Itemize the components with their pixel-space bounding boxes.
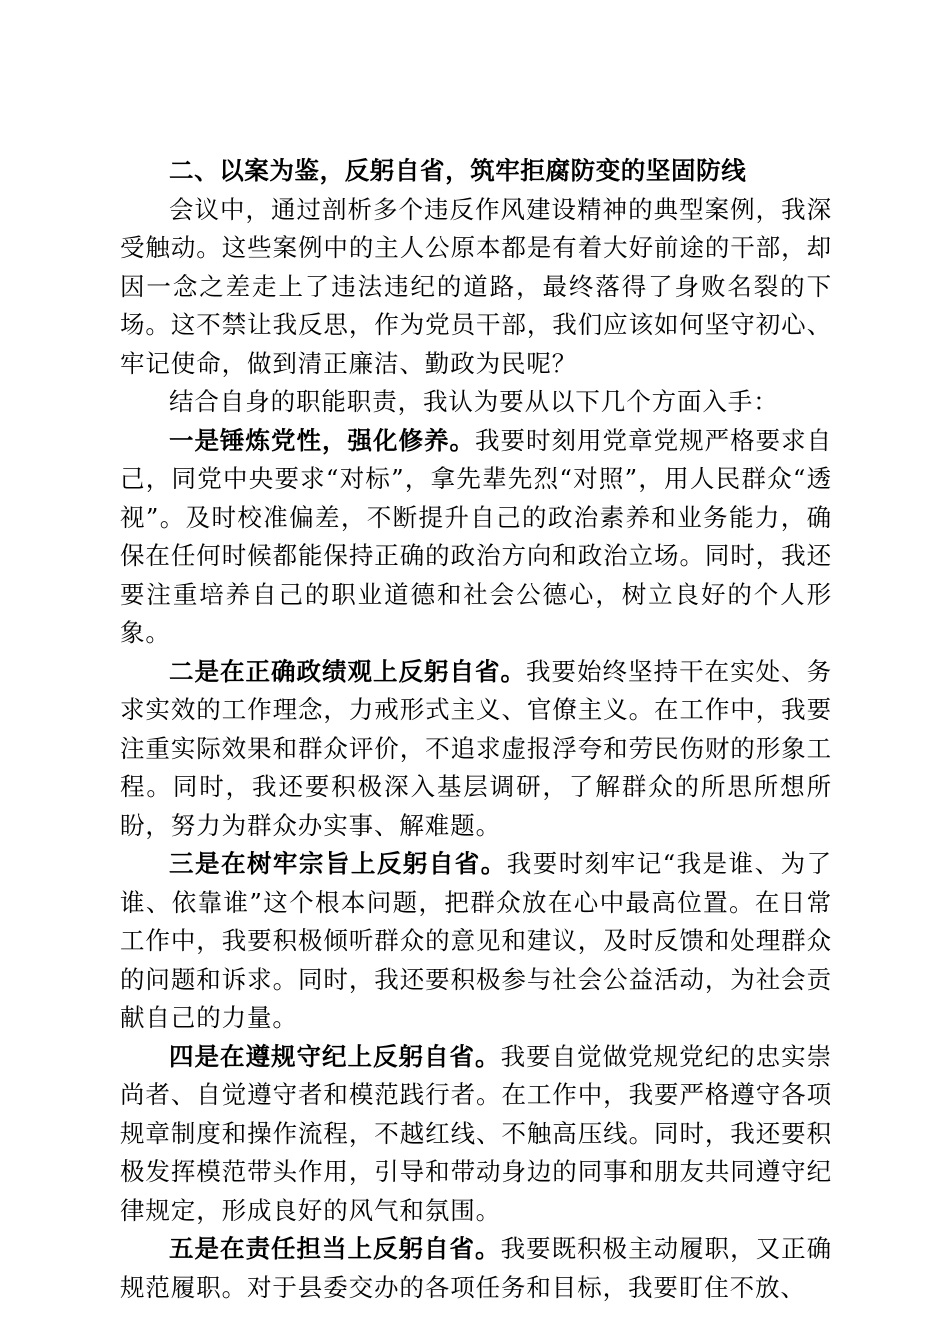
point-body-3: 我要时刻牢记“我是谁、为了谁、依靠谁”这个根本问题，把群众放在心中最高位置。在日常工作中，我要积极倾听群众的意见和建议，及时反馈和处理群众的问题和诉求。同时，我还要积极参与社会公益活动，为社会贡献自己的力量。 (120, 849, 832, 1032)
point-lead-3: 三是在树牢宗旨上反躬自省。 (169, 849, 507, 878)
point-lead-1: 一是锤炼党性，强化修养。 (169, 425, 476, 455)
point-lead-5: 五是在责任担当上反躬自省。 (169, 1234, 501, 1263)
point-body-1: 我要时刻用党章党规严格要求自己，同党中央要求“对标”，拿先辈先烈“对照”，用人民群众“透视”。及时校准偏差，不断提升自己的政治素养和业务能力，确保在任何时候都能保持正确的政治方向和政治立场。同时，我还要注重培养自己的职业道德和社会公德心，树立良好的个人形象。 (120, 425, 832, 647)
transition-paragraph: 结合自身的职能职责，我认为要从以下几个方面入手： (169, 387, 779, 416)
point-paragraph-1 (120, 422, 832, 653)
point-body-5: 我要既积极主动履职，又正确规范履职。对于县委交办的各项任务和目标，我要盯住不放、 (120, 1234, 833, 1302)
intro-paragraph: 会议中，通过剖析多个违反作风建设精神的典型案例，我深受触动。这些案例中的主人公原本都是有着大好前途的干部，却因一念之差走上了违法违纪的道路，最终落得了身败名裂的下场。这不禁让我反思，作为党员干部，我们应该如何坚守初心、牢记使命，做到清正廉洁、勤政为民呢？ (120, 194, 832, 378)
section-heading: 二、以案为鉴，反躬自省，筑牢拒腐防变的坚固防线 (169, 156, 747, 185)
point-paragraph-3 (120, 845, 832, 1038)
point-paragraph-2 (120, 653, 832, 846)
point-lead-2: 二是在正确政绩观上反躬自省。 (169, 656, 527, 686)
point-body-2: 我要始终坚持干在实处、务求实效的工作理念，力戒形式主义、官僚主义。在工作中，我要注重实际效果和群众评价，不追求虚报浮夸和劳民伤财的形象工程。同时，我还要积极深入基层调研，了解群众的所思所想所盼，努力为群众办实事、解难题。 (120, 656, 832, 840)
point-body-4: 我要自觉做党规党纪的忠实崇尚者、自觉遵守者和模范践行者。在工作中，我要严格遵守各项规章制度和操作流程，不越红线、不触高压线。同时，我还要积极发挥模范带头作用，引导和带动身边的同事和朋友共同遵守纪律规定，形成良好的风气和氛围。 (120, 1041, 833, 1225)
point-paragraph-5 (120, 1230, 832, 1307)
document-body (120, 152, 832, 1307)
point-lead-4: 四是在遵规守纪上反躬自省。 (169, 1041, 501, 1071)
point-paragraph-4 (120, 1038, 832, 1231)
